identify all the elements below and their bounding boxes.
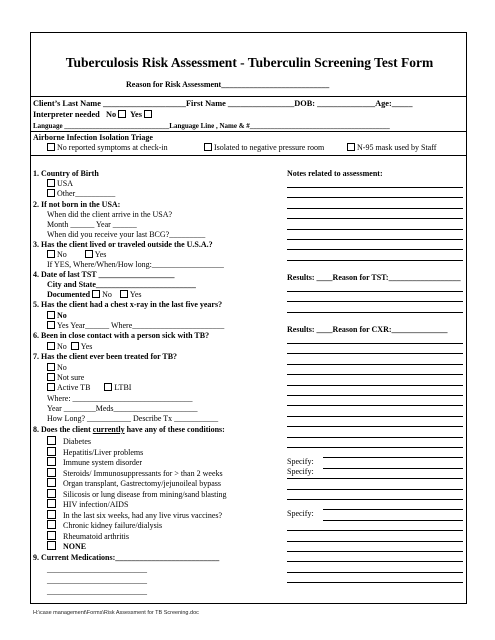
file-path-footer: H:\case management\Forms\Risk Assessment for TB Screening.doc [33,610,199,616]
notes-write-line[interactable] [287,260,463,261]
q3-travel-outside: 3. Has the client lived or traveled outside the U.S.A.? [33,240,213,249]
triage-option-n95[interactable]: N-95 mask used by Staff [347,143,436,153]
form-title: Tuberculosis Risk Assessment - Tuberculin Screening Test Form [65,55,434,70]
notes-write-line[interactable] [323,468,463,469]
condition-item[interactable] [47,447,143,458]
condition-label: Rheumatoid arthritis [63,531,129,541]
interpreter-yes-label: Yes [129,110,142,119]
notes-write-line[interactable] [287,208,463,209]
notes-write-line[interactable] [287,187,463,188]
notes-write-line[interactable] [287,364,463,365]
condition-item[interactable] [47,541,86,552]
results-tst-field[interactable]: Results: ____Reason for TST:__________________ [287,273,461,282]
checkbox[interactable] [47,363,55,371]
condition-label: Organ transplant, Gastrectomy/jejunoileal bypass [63,479,222,488]
condition-item[interactable] [47,520,162,531]
q5-chest-xray: 5. Has the client had a chest x-ray in the last five years? [33,300,223,309]
notes-write-line[interactable] [287,239,463,240]
condition-item[interactable] [47,436,91,447]
notes-write-line[interactable] [323,509,463,510]
notes-write-line[interactable] [287,489,463,490]
q3-yes-checkbox[interactable] [85,250,93,258]
notes-write-line[interactable] [287,353,463,354]
notes-write-line[interactable] [287,301,463,302]
condition-checkbox[interactable] [47,457,56,466]
divider [31,131,466,132]
medications-line[interactable]: _________________________ [47,587,147,596]
notes-title: Notes related to assessment: [287,169,383,178]
q3-details-field[interactable]: If YES, Where/When/How long:__________________ [47,260,224,269]
notes-write-line[interactable] [287,312,463,313]
condition-label: Immune system disorder [63,458,143,467]
q1-other-option[interactable]: Other__________ [47,189,115,199]
condition-label: Silicosis or lung disease from mining/sand blasting [63,489,227,499]
condition-item[interactable] [47,499,128,510]
notes-write-line[interactable] [287,218,463,219]
medications-line[interactable]: _________________________ [47,565,147,574]
q5-no-option[interactable]: No [47,311,67,321]
notes-write-line[interactable] [323,457,463,458]
medications-line[interactable]: _________________________ [47,576,147,585]
q7-year-meds-field[interactable]: Year ________Meds_____________________ [47,404,198,413]
condition-item[interactable] [47,468,223,479]
notes-write-line[interactable] [287,197,463,198]
condition-checkbox[interactable] [47,468,56,477]
condition-checkbox[interactable] [47,510,56,519]
checkbox[interactable] [47,321,55,329]
checkbox[interactable] [47,189,55,197]
notes-write-line[interactable] [287,385,463,386]
condition-checkbox[interactable] [47,478,56,487]
specify-label-immune: Specify: [287,457,314,466]
notes-write-line[interactable] [287,229,463,230]
notes-write-line[interactable] [287,343,463,344]
notes-write-line[interactable] [287,582,463,583]
results-cxr-field[interactable]: Results: ____Reason for CXR:______________ [287,325,448,334]
q5-yes-option[interactable]: Yes Year______ Where_______________________ [47,321,224,331]
checkbox[interactable] [347,143,355,151]
q7-ltbi-checkbox[interactable] [104,383,112,391]
form-page [30,32,467,604]
notes-write-line[interactable] [287,561,463,562]
notes-write-line[interactable] [287,572,463,573]
q7-not-sure-option[interactable]: Not sure [47,373,84,383]
q3-no-checkbox[interactable] [47,250,55,258]
interpreter-no-checkbox[interactable] [118,110,126,118]
checkbox[interactable] [47,143,55,151]
notes-write-line[interactable] [323,520,463,521]
condition-item[interactable] [47,531,129,542]
q2-not-born-usa: 2. If not born in the USA: [33,200,121,209]
q4-last-tst[interactable]: 4. Date of last TST ___________________ [33,270,175,279]
condition-checkbox[interactable] [47,436,56,445]
notes-write-line[interactable] [287,499,463,500]
notes-write-line[interactable] [287,426,463,427]
condition-checkbox[interactable] [47,489,56,498]
condition-checkbox[interactable] [47,541,56,550]
q7-active-checkbox[interactable] [47,383,55,391]
q6-options: No Yes [47,342,92,352]
condition-label: Diabetes [63,437,91,446]
condition-item[interactable] [47,478,221,489]
q2-bcg-field[interactable]: When did you receive your last BCG?_________ [47,230,206,239]
checkbox[interactable] [47,179,55,187]
q4-no-checkbox[interactable] [92,290,100,298]
interpreter-label: Interpreter needed [33,110,100,119]
notes-write-line[interactable] [287,551,463,552]
condition-item[interactable] [47,457,142,468]
notes-write-line[interactable] [287,249,463,250]
notes-write-line[interactable] [287,291,463,292]
q7-active-ltbi-row: Active TB LTBI [47,383,131,393]
divider [31,96,466,97]
triage-option-isolated[interactable]: Isolated to negative pressure room [204,143,324,153]
interpreter-yes-checkbox[interactable] [144,110,152,118]
condition-label: In the last six weeks, had any live virus vaccines? [63,510,223,520]
q7-no-option[interactable]: No [47,363,67,373]
condition-label: Chronic kidney failure/dialysis [63,521,163,530]
specify-label-vaccines: Specify: [287,509,314,518]
q6-no-checkbox[interactable] [47,342,55,350]
q1-country-of-birth: 1. Country of Birth [33,169,99,178]
notes-write-line[interactable] [287,416,463,417]
q7-where-field[interactable]: Where: ______________________________ [47,394,193,403]
condition-label: Steroids/ Immunosuppressants for > than 2 weeks [63,468,223,478]
q6-yes-checkbox[interactable] [71,342,79,350]
q4-documented-row: Documented No Yes [47,290,142,299]
q8-conditions-question: 8. Does the client currently have any of these conditions: [33,425,225,434]
q2-arrival-question: When did the client arrive in the USA? [47,210,173,219]
notes-write-line[interactable] [287,374,463,375]
condition-checkbox[interactable] [47,531,56,540]
q4-city-state-field[interactable]: City and State_________________________ [47,280,196,289]
condition-item[interactable] [47,510,222,521]
reason-for-assessment-field[interactable]: Reason for Risk Assessment___________________________ [126,80,330,89]
condition-checkbox[interactable] [47,499,56,508]
interpreter-row [33,110,154,120]
notes-write-line[interactable] [287,395,463,396]
q9-current-medications[interactable]: 9. Current Medications:__________________________ [33,553,220,562]
condition-label: HIV infection/AIDS [63,500,129,509]
q1-usa-option[interactable]: USA [47,179,73,189]
language-row[interactable]: Language ______________________________Language Line , Name & #________________________________________ [33,122,390,130]
client-name-row[interactable]: Client’s Last Name ____________________First Name ________________DOB: ______________Age:_____ [33,99,413,108]
condition-item[interactable] [47,489,227,500]
condition-checkbox[interactable] [47,447,56,456]
checkbox[interactable] [47,373,55,381]
q4-yes-checkbox[interactable] [120,290,128,298]
q3-options: No Yes [47,250,106,260]
condition-label: NONE [63,542,87,551]
q7-how-long-field[interactable]: How Long? ___________ Describe Tx ___________ [47,414,219,423]
triage-option-no-symptoms[interactable]: No reported symptoms at check-in [47,143,168,153]
interpreter-no-label: No [105,110,117,119]
divider [31,155,466,156]
condition-label: Hepatitis/Liver problems [63,447,144,457]
specify-label-steroids: Specify: [287,467,314,476]
checkbox[interactable] [47,311,55,319]
checkbox[interactable] [204,143,212,151]
triage-title: Airborne Infection Isolation Triage [33,133,153,142]
notes-write-line[interactable] [287,478,463,479]
notes-write-line[interactable] [287,437,463,438]
q7-treated-for-tb: 7. Has the client ever been treated for TB? [33,352,178,361]
notes-write-line[interactable] [287,541,463,542]
notes-write-line[interactable] [287,405,463,406]
q2-month-year-field[interactable]: Month ______ Year ______ [47,220,137,229]
notes-write-line[interactable] [287,447,463,448]
q6-close-contact: 6. Been in close contact with a person sick with TB? [33,331,210,340]
notes-write-line[interactable] [287,530,463,531]
condition-checkbox[interactable] [47,520,56,529]
